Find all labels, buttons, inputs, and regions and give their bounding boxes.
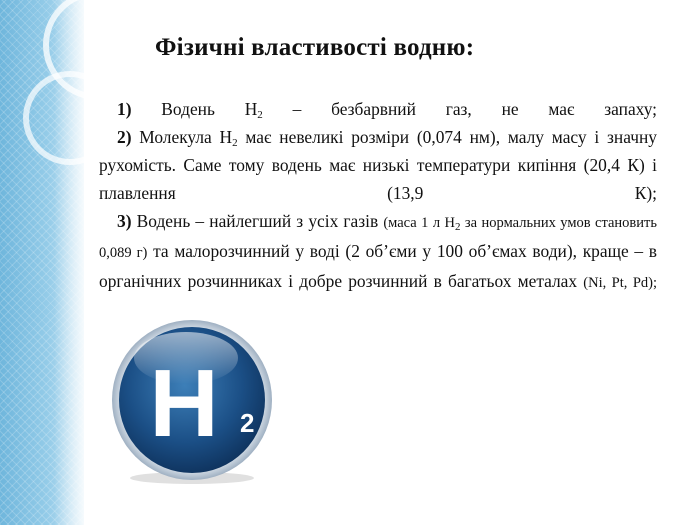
- point-number: 2): [117, 127, 132, 147]
- slide-title: Фізичні властивості водню:: [155, 34, 475, 61]
- point-2: 2) Молекула $Н_2$ має невеликі розміри (0,074 нм), малу масу і значну рухомість. Саме тому водень має низькі температури кипіння (20,4 К) і плавлення (13,9 К);: [99, 127, 657, 203]
- point-number: 1): [117, 99, 132, 119]
- logo-letter: H: [149, 350, 219, 457]
- point-1: 1) Водень $Н_2$ – безбарвний газ, не має запаху;: [117, 99, 657, 121]
- point-number: 3): [117, 211, 132, 231]
- logo-subscript: 2: [240, 408, 255, 438]
- slide-content: [99, 95, 657, 297]
- h2-logo-icon: [86, 318, 298, 484]
- point-3: 3) Водень – найлегший з усіх газів (маса 1 л $Н_2$ за нормальних умов становить 0,089 г) та малорозчинний у воді (2 об’єми у 100 об’ємах води), краще – в органічних розчинниках і добре розчинний в багатьох металах (Ni, Pt, Pd);: [99, 211, 657, 291]
